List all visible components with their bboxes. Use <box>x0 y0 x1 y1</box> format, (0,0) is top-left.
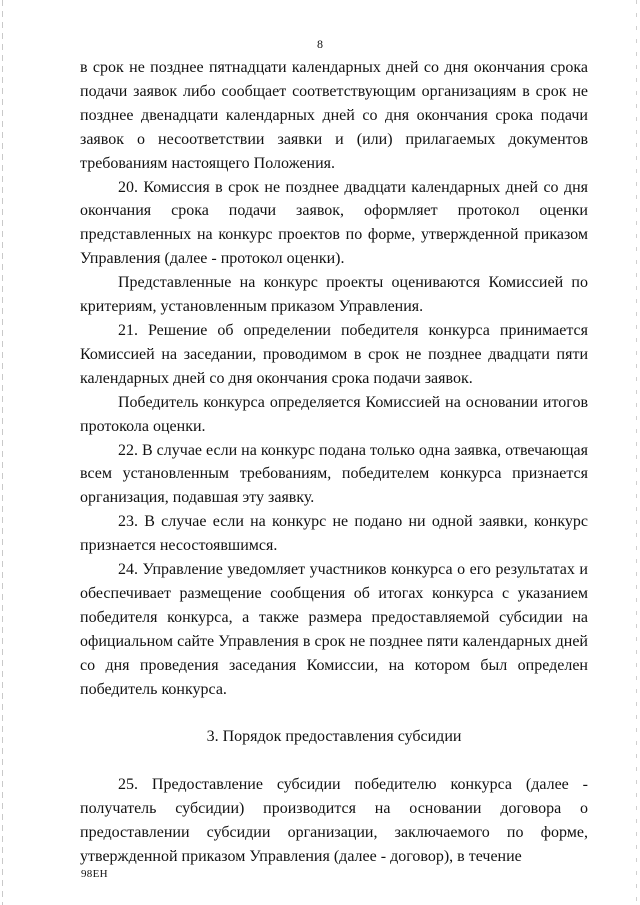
paragraph-21: 21. Решение об определении победителя конкурса принимается Комиссией на заседании, проводимом в срок не позднее двадцати пяти календарных дней со дня окончания срока подачи заявок. <box>80 321 588 387</box>
paragraph-evaluation-criteria: Представленные на конкурс проекты оцениваются Комиссией по критериям, установленным приказом Управления. <box>80 274 588 316</box>
paragraph-continuation: в срок не позднее пятнадцати календарных дней со дня окончания срока подачи заявок либо сообщает соответствующим организациям в срок не позднее двенадцати календарных дней со дня окончания срока подачи заявок о несоответствии заявки и (или) прилагаемых документов требованиям настоящего Положения. <box>80 59 588 172</box>
paragraph-winner-determination: Победитель конкурса определяется Комиссией на основании итогов протокола оценки. <box>80 393 588 435</box>
document-body <box>80 56 588 869</box>
paragraph-22: 22. В случае если на конкурс подана только одна заявка, отвечающая всем установленным требованиям, победителем конкурса признается организация, подавшая эту заявку. <box>80 441 588 507</box>
paragraph-20: 20. Комиссия в срок не позднее двадцати календарных дней со дня окончания срока подачи заявок, оформляет протокол оценки представленных на конкурс проектов по форме, утвержденной приказом Управления (далее - протокол оценки). <box>80 178 588 268</box>
scan-edge-right <box>636 0 637 905</box>
paragraph-24: 24. Управление уведомляет участников конкурса о его результатах и обеспечивает размещение сообщения об итогах конкурса с указанием победителя конкурса, а также размера предоставляемой субсидии на официальном сайте Управления в срок не позднее пяти календарных дней со дня проведения заседания Комиссии, на котором был определен победитель конкурса. <box>80 561 588 698</box>
scan-edge-left <box>2 0 3 905</box>
paragraph-23: 23. В случае если на конкурс не подано ни одной заявки, конкурс признается несостоявшимся. <box>80 513 588 555</box>
page-number: 8 <box>317 37 323 51</box>
footer-document-code: 98ЕН <box>81 868 108 880</box>
section-heading: 3. Порядок предоставления субсидии <box>206 728 462 746</box>
paragraph-25: 25. Предоставление субсидии победителю конкурса (далее - получатель субсидии) производится на основании договора о предоставлении субсидии организации, заключаемого по форме, утвержденной приказом Управления (далее - договор), в течение <box>80 776 588 866</box>
